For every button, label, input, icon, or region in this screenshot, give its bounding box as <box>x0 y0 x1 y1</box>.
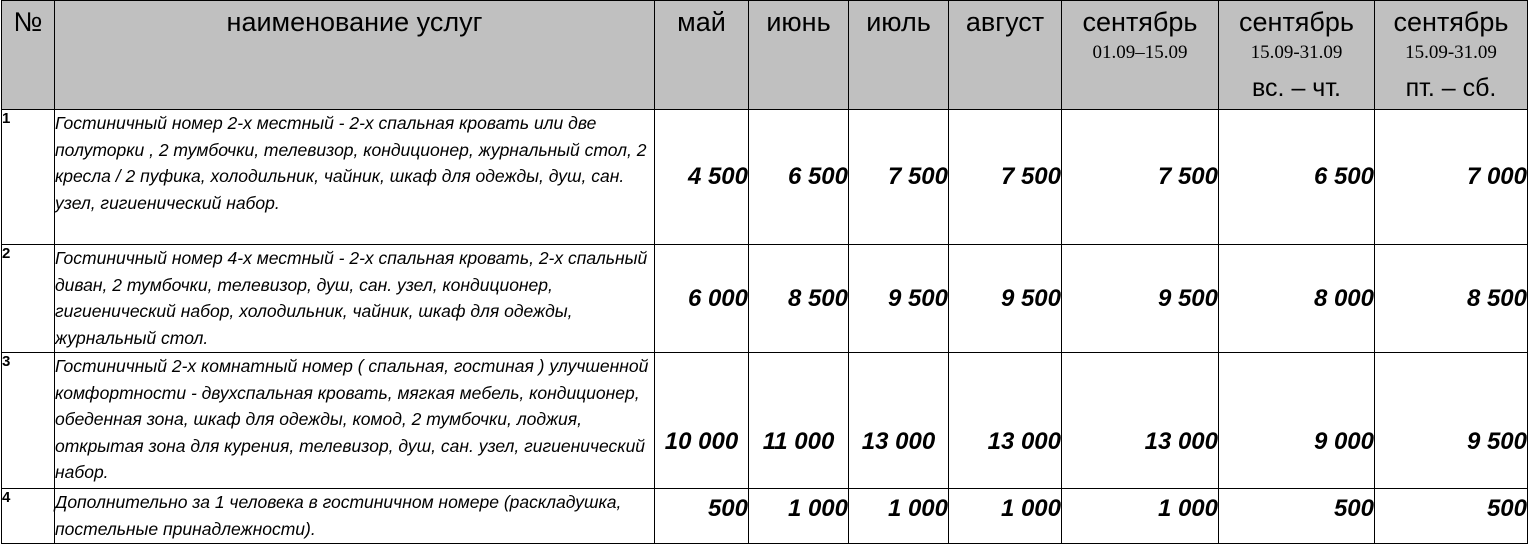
price-june: 8 500 <box>749 245 849 353</box>
price-september-weekend: 7 000 <box>1375 110 1528 245</box>
table-row <box>2 245 1528 353</box>
col-header-september-second-half-weekdays: сентябрь 15.09-31.09 вс. – чт. <box>1219 1 1375 110</box>
price-may: 4 500 <box>655 110 749 245</box>
col-header-number: № <box>2 1 55 110</box>
row-number: 2 <box>2 245 55 353</box>
price-september-weekend: 9 500 <box>1375 353 1528 489</box>
price-september-weekdays: 6 500 <box>1219 110 1375 245</box>
price-august: 7 500 <box>949 110 1062 245</box>
price-september-first-half: 13 000 <box>1062 353 1219 489</box>
price-may: 6 000 <box>655 245 749 353</box>
price-september-first-half: 7 500 <box>1062 110 1219 245</box>
price-july: 9 500 <box>849 245 949 353</box>
row-number: 4 <box>2 489 55 544</box>
price-september-weekdays: 500 <box>1219 489 1375 544</box>
row-number: 3 <box>2 353 55 489</box>
price-august: 9 500 <box>949 245 1062 353</box>
col-header-september-second-half-weekend: сентябрь 15.09-31.09 пт. – сб. <box>1375 1 1528 110</box>
col-header-september-first-half: сентябрь 01.09–15.09 <box>1062 1 1219 110</box>
col-header-may: май <box>655 1 749 110</box>
price-july: 1 000 <box>849 489 949 544</box>
price-september-weekend: 500 <box>1375 489 1528 544</box>
col-header-service-name: наименование услуг <box>55 1 655 110</box>
service-description: Гостиничный номер 2-х местный - 2-х спальная кровать или две полуторки , 2 тумбочки, телевизор, кондиционер, журнальный стол, 2 кресла / 2 пуфика, холодильник, чайник, шкаф для одежды, душ, сан. узел, гигиенический набор. <box>55 110 655 245</box>
price-july: 7 500 <box>849 110 949 245</box>
price-table <box>1 0 1528 544</box>
price-june: 1 000 <box>749 489 849 544</box>
price-june: 11 000 <box>749 353 849 489</box>
table-row <box>2 110 1528 245</box>
service-description: Гостиничный 2-х комнатный номер ( спальная, гостиная ) улучшенной комфортности - двухспальная кровать, мягкая мебель, кондиционер, обеденная зона, шкаф для одежды, комод, 2 тумбочки, лоджия, открытая зона для курения, телевизор, душ, сан. узел, гигиенический набор. <box>55 353 655 489</box>
price-july: 13 000 <box>849 353 949 489</box>
service-description: Гостиничный номер 4-х местный - 2-х спальная кровать, 2-х спальный диван, 2 тумбочки, телевизор, душ, сан. узел, кондиционер, гигиенический набор, холодильник, чайник, шкаф для одежды, журнальный стол. <box>55 245 655 353</box>
price-june: 6 500 <box>749 110 849 245</box>
service-description: Дополнительно за 1 человека в гостиничном номере (раскладушка, постельные принадлежности). <box>55 489 655 544</box>
price-may: 500 <box>655 489 749 544</box>
price-september-weekdays: 8 000 <box>1219 245 1375 353</box>
col-header-august: август <box>949 1 1062 110</box>
price-august: 1 000 <box>949 489 1062 544</box>
row-number: 1 <box>2 110 55 245</box>
col-header-july: июль <box>849 1 949 110</box>
price-may: 10 000 <box>655 353 749 489</box>
price-september-first-half: 1 000 <box>1062 489 1219 544</box>
table-row <box>2 489 1528 544</box>
price-september-weekdays: 9 000 <box>1219 353 1375 489</box>
price-august: 13 000 <box>949 353 1062 489</box>
price-september-first-half: 9 500 <box>1062 245 1219 353</box>
price-september-weekend: 8 500 <box>1375 245 1528 353</box>
header-row <box>2 1 1528 110</box>
col-header-june: июнь <box>749 1 849 110</box>
table-row <box>2 353 1528 489</box>
